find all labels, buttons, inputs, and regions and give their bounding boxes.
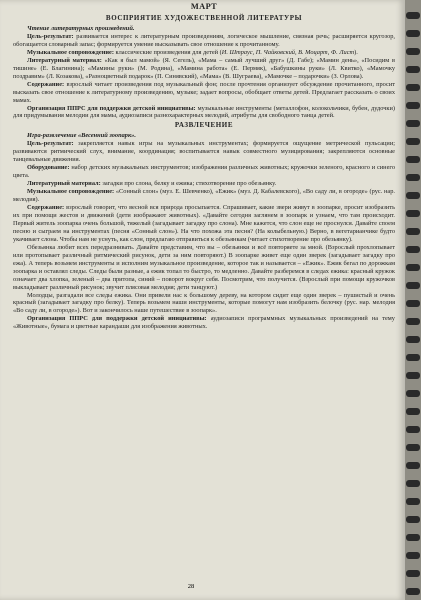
s2-ppcs: Организация ППРС для поддержки детской инициативы: аудиозаписи программных музыкальных произведений на тему «Животные», бумага и цветные карандаши для изображения животных. — [13, 315, 395, 331]
binding-ring — [406, 318, 420, 325]
s1-goal: Цель-результат: развивается интерес к литературным произведениям, логическое мышление, связная речь; расширяется кругозор, обогащается словарный запас; формируется умение высказывать свое отношение к прочитанному. — [13, 32, 395, 48]
month-heading: МАРТ — [190, 2, 218, 11]
binding-ring — [406, 444, 420, 451]
binding-ring — [406, 66, 420, 73]
binding-ring — [406, 210, 420, 217]
s2-equipment: Оборудование: набор детских музыкальных инструментов; изображения различных животных; кружочки зеленого, красного и синего цвета. — [13, 164, 395, 180]
s1-music: Музыкальное сопровождение: классические произведения для детей (И. Штраус, П. Чайковский, В. Моцарт, Ф. Лист). — [27, 48, 358, 56]
section-title-literature: ВОСПРИЯТИЕ ХУДОЖЕСТВЕННОЙ ЛИТЕРАТУРЫ — [105, 14, 303, 22]
binding-ring — [406, 12, 420, 19]
s1-topic: Чтение литературных произведений. — [27, 25, 135, 32]
binding-ring — [406, 174, 420, 181]
binding-ring — [406, 336, 420, 343]
binding-ring — [406, 282, 420, 289]
binding-ring — [406, 48, 420, 55]
binding-ring — [406, 480, 420, 487]
section-title-entertainment: РАЗВЛЕЧЕНИЕ — [174, 121, 234, 130]
s2-literary-material: Литературный материал: загадки про слона, белку и ежика; стихотворение про обезьянку. — [27, 180, 277, 188]
binding-ring — [406, 138, 420, 145]
s2-topic: Игра-развлечение «Весенний зоопарк». — [27, 132, 136, 140]
binding-ring — [406, 534, 420, 541]
s2-music: Музыкальное сопровождение: «Сонный слон» (муз. Е. Шевченко), «Ежик» (муз. Д. Кабалевского), «Во саду ли, в огороде» (рус. нар. мелодия). — [13, 188, 395, 204]
s2-paragraph-3: Молодцы, разгадали все следы ежика. Они привели нас к большому дереву, на котором сидит еще один зверек – пушистый и очень красный (загадывает загадку про белку). Теперь возьмем наши инструменты, которые помогут нам изобразить белочку (рус. нар. мелодия «Во саду ли, в огороде»). Вот и закончилось наше путешествие в зоопарк». — [13, 291, 395, 315]
binding-ring — [406, 156, 420, 163]
binding-ring — [406, 354, 420, 361]
s1-literary-material: Литературный материал: «Как я был мамой» (Я. Сегель), «Мама – самый лучший друг» (Д. Габе); «Мамин день», «Посидим в тишине» (Е. Благинина); «Мамины руки» (М. Родина), «Мамина работа» (Е. Пермяк), «Бабушкины руки» (Л. Квитко), «Мамочку поздравим» (Л. Козакова), «Разноцветный подарок» (П. Синявский), «Мама» (В. Шуграева), «Мамочке – подарочки» (З. Орлова). — [13, 56, 395, 80]
binding-ring — [406, 426, 420, 433]
binding-ring — [406, 228, 420, 235]
binding-ring — [406, 498, 420, 505]
binding-ring — [406, 462, 420, 469]
binding-ring — [406, 408, 420, 415]
binding-ring — [406, 84, 420, 91]
binding-ring — [406, 372, 420, 379]
s2-goal: Цель-результат: закрепляется навык игры на музыкальных инструментах; формируется ощущение метрической пульсации; развиваются ритмический слух, внимание, координация; воспитывается навык совместного музицирования; закрепляются основные танцевальные движения. — [13, 140, 395, 164]
s2-content: Содержание: взрослый говорит, что весной вся природа просыпается. Спрашивает, какие звери живут в зоопарке, просит изобразить их при помощи жестов и движений (дети изображают животных). «Давайте сегодня заглянем в зоопарк и узнаем, что там происходит. Первый житель зоопарка очень большой, тяжелый (загадывает загадку про слона). Мне кажется, что слон еще не проснулся. Давайте споем песню и сыграем на инструментах (песня «Сонный слон»). На что похожа эта песня? (На колыбельную.) Верно, в вегетарианчике будто укачивает слона. Чтобы нам не уснуть, как слон, предлагаю отправиться к обезьянкам (читает стихотворение про обезьянку). — [13, 204, 395, 243]
binding-ring — [406, 390, 420, 397]
page-number: 28 — [187, 583, 195, 590]
binding-ring — [406, 516, 420, 523]
binding-ring — [406, 192, 420, 199]
binding-ring — [406, 102, 420, 109]
binding-ring — [406, 120, 420, 127]
binding-ring — [406, 570, 420, 577]
binding-ring — [406, 30, 420, 37]
binding-ring — [406, 588, 420, 595]
binding-ring — [406, 264, 420, 271]
spiral-binding — [405, 0, 421, 600]
s1-ppcs: Организация ППРС для поддержки детской инициативы: музыкальные инструменты (металлофон, колокольчики, бубен, дудочки) для придумывания мелодии для мамы, аудиозаписи разнохарактерных мелодий, атрибуты для свободного танца детей. — [13, 104, 395, 120]
binding-ring — [406, 300, 420, 307]
binding-ring — [406, 552, 420, 559]
s2-paragraph-2: Обезьянка любит всех передразнивать. Давайте представим, что вы – обезьянки и всё повторяете за мной. (Взрослый прохлопывает или протопывает различный ритмический рисунок, дети за ним повторяют.) В зоопарке живет еще один зверек (загадывает загадку про ежа). А теперь возьмем инструменты и исполним музыкальное произведение, которое так и называется – «Ежик». Ежик бегал по дорожкам зоопарка и оставлял следы. Следы были разные, а ежик топал то быстро, то медленно. Давайте разберемся в следах ежика: красный кружок означает два хлопка, зеленый – два притопа, синий – поворот вокруг себя. Посмотрим, что получится. (Взрослый при помощи кружочков выкладывает различный рисунок; звучит плясовая мелодия; дети танцуют.) — [13, 243, 395, 291]
binding-ring — [406, 246, 420, 253]
s1-content: Содержание: взрослый читает произведения под музыкальный фон; после прочтения организует обсуждение прочитанного, просит высказать свое отношение к литературному произведению, музыке; задает вопросы, обобщает ответы детей. Предлагает рассказать о своих мамах. — [13, 80, 395, 104]
page-content — [13, 2, 395, 331]
